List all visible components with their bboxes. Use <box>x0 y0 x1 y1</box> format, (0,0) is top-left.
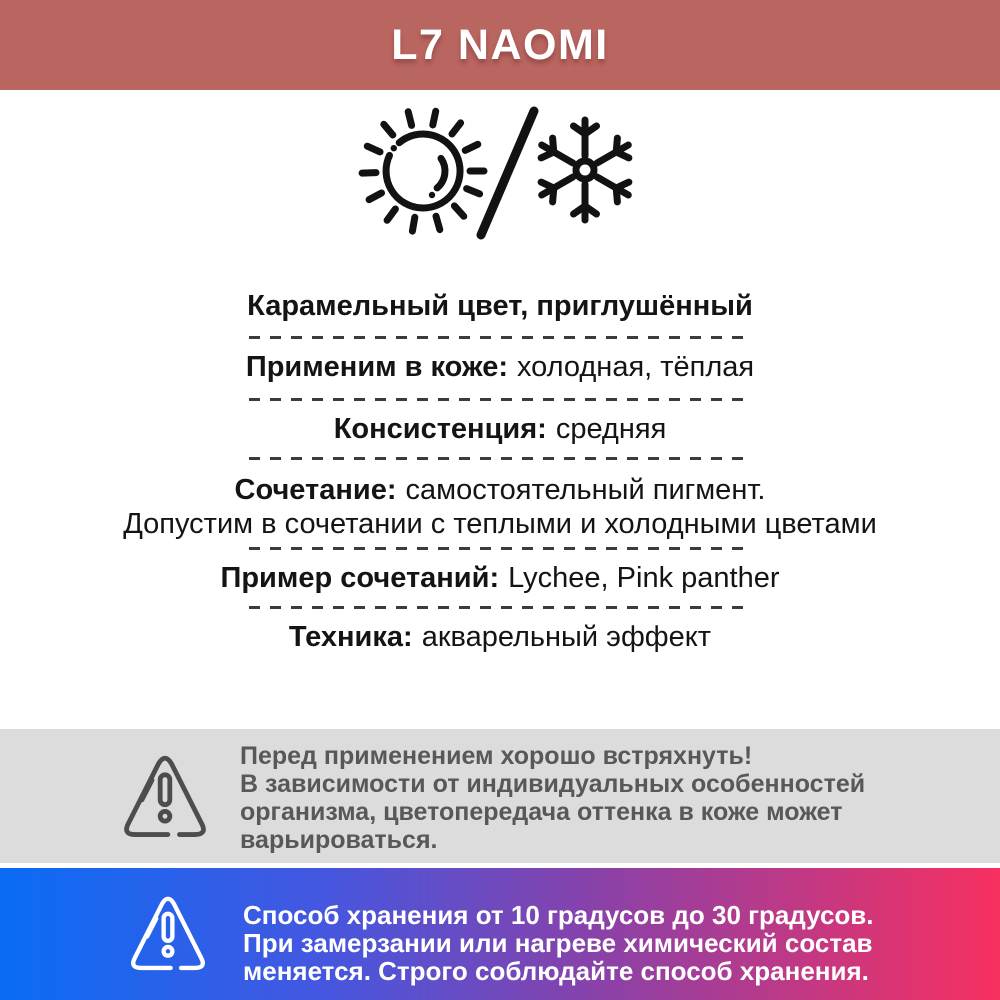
spec-value: самостоятельный пигмент. <box>405 474 766 506</box>
spec-label: Пример сочетаний: <box>220 562 500 594</box>
dashed-divider <box>249 547 751 550</box>
spec-label: Техника: <box>288 621 413 653</box>
warning-triangle-icon <box>120 886 216 980</box>
warning-triangle-icon <box>112 747 218 845</box>
climate-icons <box>330 98 670 248</box>
spec-color-title: Карамельный цвет, приглушённый <box>247 290 753 322</box>
spec-value: Lychee, Pink panther <box>508 562 780 594</box>
spec-row-pairing-examples <box>0 561 1000 595</box>
warning-line: организма, цветопередача оттенка в коже может <box>240 798 843 826</box>
spec-label: Консистенция: <box>333 413 547 445</box>
spec-value-line2: Допустим в сочетании с теплыми и холодными цветами <box>123 508 877 540</box>
spec-label: Сочетание: <box>234 474 397 506</box>
warning-line: Перед применением хорошо встряхнуть! <box>240 742 753 770</box>
dashed-divider <box>249 457 751 460</box>
shake-warning-box <box>0 729 1000 863</box>
warning-line: Способ хранения от 10 градусов до 30 градусов. <box>243 900 874 930</box>
spec-label: Применим в коже: <box>245 351 508 383</box>
spec-row-consistency <box>0 412 1000 446</box>
storage-warning-text <box>243 901 874 985</box>
slash-separator <box>481 111 534 235</box>
dashed-divider <box>249 606 751 609</box>
spec-value: средняя <box>555 413 667 445</box>
dashed-divider <box>249 398 751 401</box>
page-title: L7 NAOMI <box>391 20 609 69</box>
sun-icon <box>362 111 484 231</box>
shake-warning-text <box>240 742 865 854</box>
header-bar <box>0 0 1000 90</box>
spec-row-technique <box>0 620 1000 654</box>
warning-line: варьироваться. <box>240 826 438 854</box>
warning-line: При замерзании или нагреве химический состав <box>243 928 873 958</box>
warning-line: В зависимости от индивидуальных особенностей <box>240 770 866 798</box>
spec-value: холодная, тёплая <box>516 351 755 383</box>
spec-value: акварельный эффект <box>421 621 712 653</box>
spec-row-skin <box>0 350 1000 384</box>
dashed-divider <box>249 336 751 339</box>
warning-line: меняется. Строго соблюдайте способ хранения. <box>243 956 869 986</box>
snowflake-icon <box>541 120 629 220</box>
spec-row-combination <box>0 473 1000 541</box>
storage-warning-box <box>0 868 1000 1000</box>
